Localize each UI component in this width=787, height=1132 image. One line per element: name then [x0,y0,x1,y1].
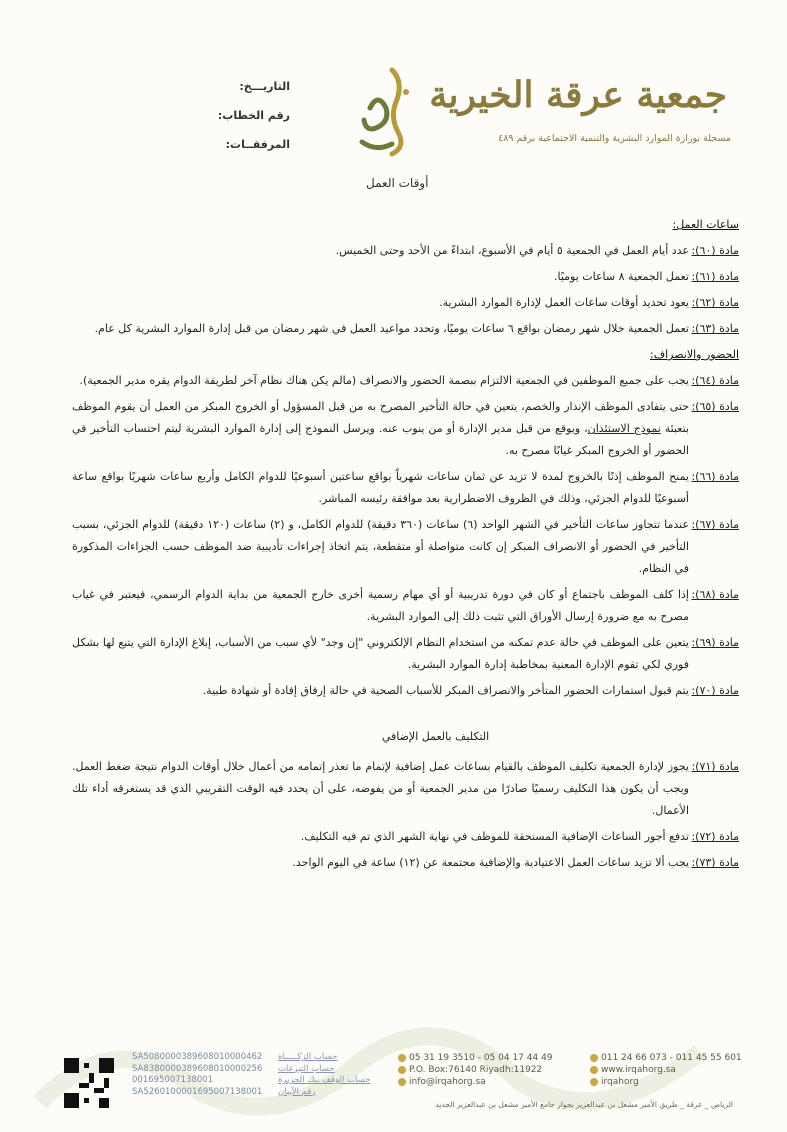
bank-row [132,1075,370,1087]
account-label: حساب الزكـــــاة [278,1052,338,1062]
email[interactable]: info@irqahorg.sa [409,1077,486,1087]
section-heading-overtime: التكليف بالعمل الإضافي [381,730,490,743]
landline-phones: 011 24 66 073 - 011 45 55 601 [601,1053,742,1063]
article-text: تعمل الجمعية ٨ ساعات يوميًا. [553,270,689,283]
article-number: مادة (٦٣): [691,322,739,335]
article-64 [72,370,739,392]
article-68 [72,584,739,628]
article-62 [72,292,739,314]
article-number: مادة (٦٢): [691,296,739,309]
article-text: يتعين على الموظف في حالة عدم تمكنه من استخدام النظام الإلكتروني "إن وجد" لأي سبب من الأسباب، إبلاغ الإدارة التي يتبع لها بشكل فوري لكي تقوم الإدارة المعنية بمخاطبة إدارة الموارد البشرية. [72,636,689,671]
account-number: 001695007138001 [132,1075,214,1085]
document-body [72,212,739,878]
article-73 [72,852,739,874]
account-label: رقم الآيبان [278,1086,316,1097]
bank-row [132,1087,370,1099]
article-63 [72,318,739,340]
social-handle[interactable]: irqahorg [601,1077,639,1087]
bank-accounts [132,1052,370,1098]
article-number: مادة (٧٠): [691,684,739,697]
article-65 [72,396,739,462]
qr-code-icon[interactable] [64,1058,114,1108]
article-70 [72,680,739,702]
website[interactable]: www.irqahorg.sa [601,1065,676,1075]
attachments-label: المرفقــات: [225,138,290,151]
letter-meta [180,80,290,167]
article-text: تدفع أجور الساعات الإضافية المستحقة للموظف في نهاية الشهر الذي تم فيه التكليف. [300,830,689,843]
article-number: مادة (٧١): [691,760,739,773]
article-text: يمنح الموظف إذنًا بالخروج لمدة لا تزيد عن ثمان ساعات شهرياً بواقع ساعتين أسبوعيًا للدوام الكامل وأربع ساعات شهريًا بواقع ساعة أسبوعيًا للدوام الجزئي، وذلك في الظروف الاضطرارية بعد موافقة رئيسه المباشر. [72,470,689,505]
article-number: مادة (٦٦): [691,470,739,483]
article-number: مادة (٦٥): [691,400,739,413]
article-61 [72,266,739,288]
bank-row [132,1064,370,1076]
mobile-icon [398,1054,406,1062]
footer [0,1052,787,1132]
globe-icon [590,1066,598,1074]
letter-number-label: رقم الخطاب: [217,109,290,122]
document-title: أوقات العمل [366,176,429,190]
article-72 [72,826,739,848]
account-label: حساب الوقف بنك الجزيرة [278,1075,371,1085]
article-71 [72,756,739,822]
contact-block-1 [398,1052,553,1088]
permission-form-link[interactable]: نموذج الاستئذان [587,422,661,435]
article-number: مادة (٧٣): [691,856,739,869]
section-heading-attendance: الحضور والانصراف: [649,348,739,361]
article-text-part: حتى يتفادى الموظف الإنذار والخصم، يتعين في حالة التأخير المصرح به من قبل المسؤول أو الخروج المبكر من العمل أن يقوم الموظف بتعبئة [72,400,689,435]
article-text: يجوز لإدارة الجمعية تكليف الموظف بالقيام بساعات عمل إضافية لإتمام ما تعذر إتمامه من أعمال خلال أوقات الدوام نتيجة ضغط العمل. ويجب أن يكون هذا التكليف رسميًا صادرًا من مدير الجمعية أو من يفوضه، على أن يحدد فيه الوقت التقريبي الذي قد يستغرقه أداء تلك الأعمال. [72,760,689,817]
account-number: SA8380000389608010000256 [132,1063,263,1074]
anniversary-logo [352,62,422,162]
article-66 [72,466,739,510]
account-number: SA5080000389608010000462 [132,1052,263,1062]
article-text: تعمل الجمعية خلال شهر رمضان بواقع ٦ ساعات يوميًا، وتحدد مواعيد العمل في شهر رمضان من قبل إدارة الموارد البشرية كل عام. [94,322,689,335]
article-text: إذا كلف الموظف باجتماع أو كان في دورة تدريبية أو أي مهام رسمية أخرى خارج الجمعية من بداية الدوام الرسمي، فيعتبر في غياب مصرح به مع ضرورة إرسال الأوراق التي تثبت ذلك إلى الموارد البشرية. [72,588,689,623]
social-icon [590,1078,598,1086]
date-label: التاريـــخ: [239,80,290,93]
article-text-part: ، ويوقع من قبل مدير الإدارة أو من ينوب عنه. ويرسل النموذج إلى إدارة الموارد البشرية ليتم احتساب التأخير في الحضور أو الخروج المبكر غيابًا مصرح به. [72,422,689,457]
article-number: مادة (٧٢): [691,830,739,843]
mailbox-icon [398,1066,406,1074]
article-number: مادة (٦١): [691,270,739,283]
article-text [72,396,689,462]
account-number: SA5260100001695007138001 [132,1086,263,1097]
article-number: مادة (٦٤): [691,374,739,387]
article-number: مادة (٦٧): [691,518,739,531]
article-60 [72,240,739,262]
article-69 [72,632,739,676]
phone-icon [590,1054,598,1062]
address: الرياض _ عرقة _ طريق الأمير مشعل بن عبدالعزيز بجوار جامع الأمير مشعل بن عبدالعزيز الجديد [435,1100,733,1109]
email-icon [398,1078,406,1086]
article-text: يجب على جميع الموظفين في الجمعية الالتزام ببصمة الحضور والانصراف (مالم يكن هناك نظام آخر لطريقة الدوام يقره مدير الجمعية). [79,374,689,387]
mobile-phones: 05 31 19 3510 - 05 04 17 44 49 [409,1053,553,1063]
article-text: يجب ألا تزيد ساعات العمل الاعتيادية والإضافية مجتمعة عن (١٢) ساعة في اليوم الواحد. [292,856,689,869]
contact-block-2 [590,1052,742,1088]
article-text: يعود تحديد أوقات ساعات العمل لإدارة الموارد البشرية. [439,296,689,309]
article-number: مادة (٦٩): [691,636,739,649]
po-box: P.O. Box:76140 Riyadh:11922 [409,1065,543,1075]
bank-row [132,1052,370,1064]
article-number: مادة (٦٠): [691,244,739,257]
account-label: حساب التبرعات [278,1063,335,1074]
org-registration: مسجلة بوزارة الموارد البشرية والتنمية الاجتماعية برقم ٤٨٩ [498,133,731,144]
org-logo-name: جمعية عرقة الخيرية [429,74,727,116]
article-number: مادة (٦٨): [691,588,739,601]
article-67 [72,514,739,580]
section-heading-work-hours: ساعات العمل: [672,218,739,231]
article-text: يتم قبول استمارات الحضور المتأخر والانصراف المبكر للأسباب الصحية في حالة إرفاق إفادة أو شهادة طبية. [202,684,689,697]
article-text: عندما تتجاوز ساعات التأخير في الشهر الواحد (٦) ساعات (٣٦٠ دقيقة) للدوام الكامل، و (٢) ساعات (١٢٠ دقيقة) للدوام الجزئي، بسبب التأخير في الحضور أو الانصراف المبكر إن كانت متواصلة أو متقطعة، يتم اتخاذ إجراءات تأديبية ضد الموظف حسب الجزاءات المذكورة في النظام. [72,518,690,575]
article-text: عدد أيام العمل في الجمعية ٥ أيام في الأسبوع، ابتداءً من الأحد وحتى الخميس. [335,244,689,257]
